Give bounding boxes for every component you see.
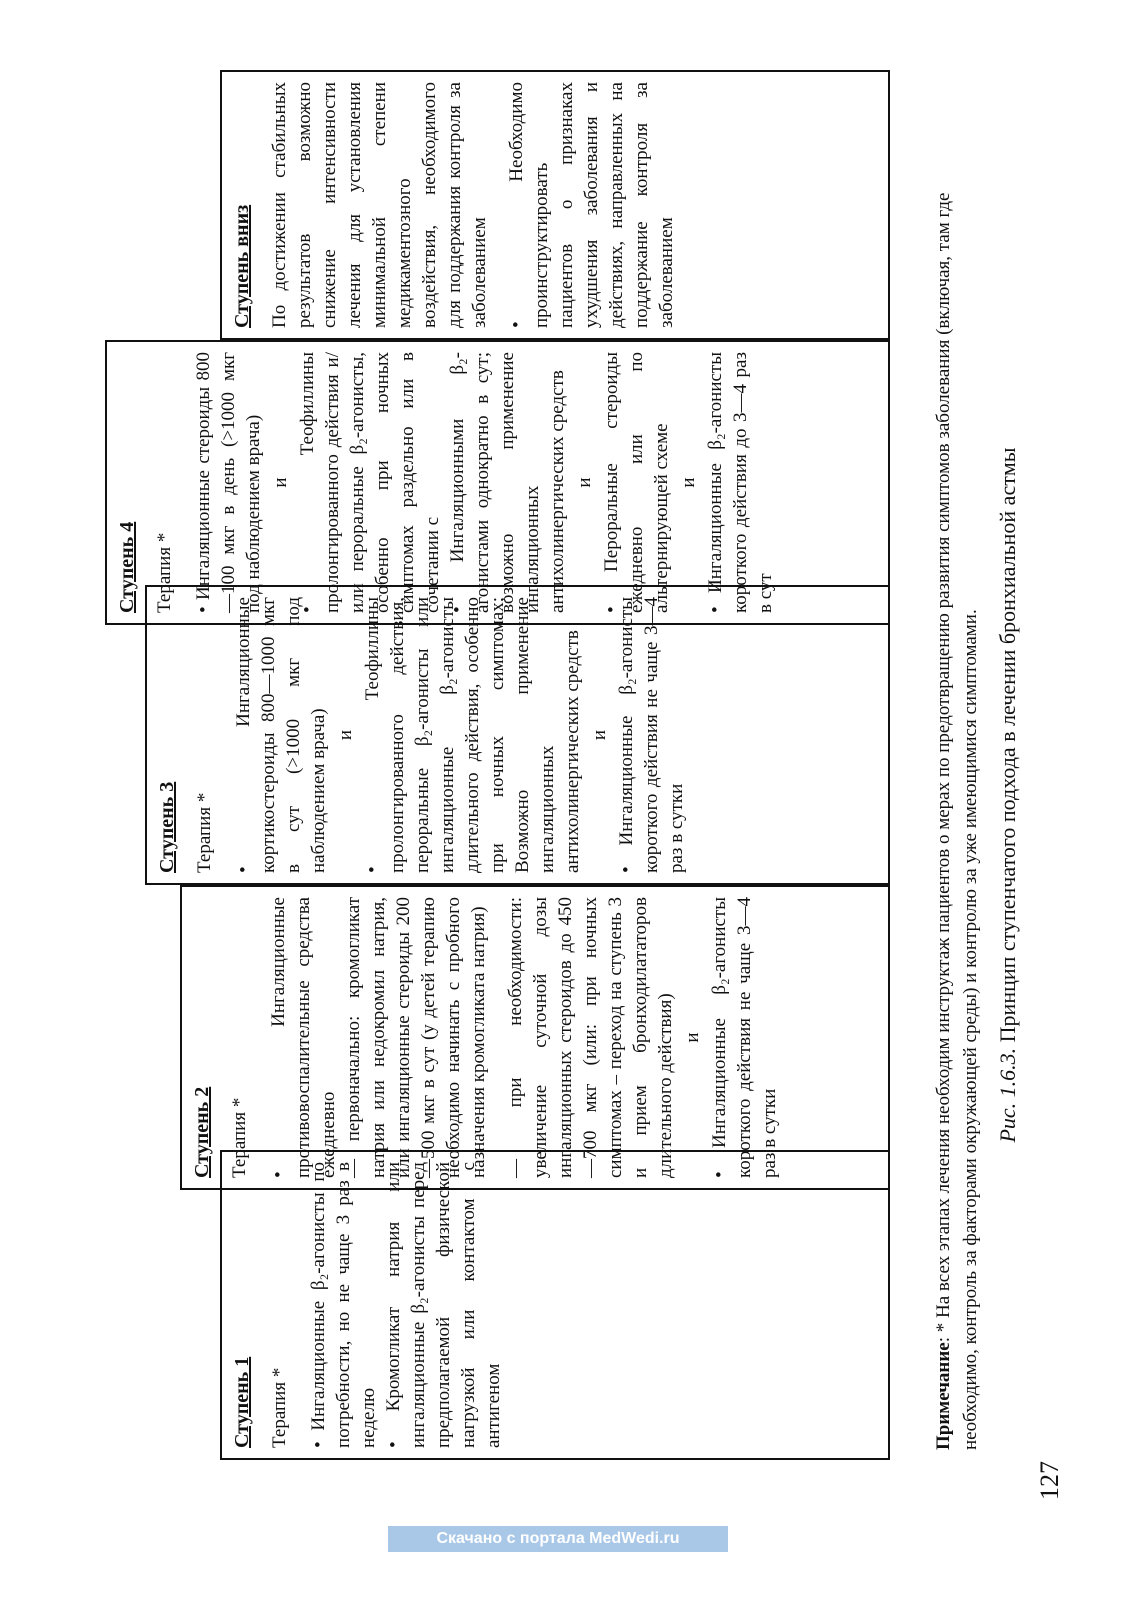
step-3-and: и [335, 729, 356, 741]
step-2-and: и [682, 1032, 703, 1043]
step-2-item: • Ингаляционные β₂-агонисты короткого действия не чаще 3—4 раз в сутки [709, 897, 780, 1178]
step-3-item: • Ингаляционные кортикостероиды 800—1000 мкг в сут (>1000 мкг под наблюдением врача) [233, 597, 329, 873]
step-2-item: • Ингаляционные противовоспалительные средства ежедневно [268, 897, 339, 1178]
step-4-label: Терапия * [154, 532, 175, 613]
step-4-item: • Ингаляционными β₂-агонистами однократно в сут; возможно применение ингаляционных антихолинергических средств [447, 352, 568, 613]
figure-caption [995, 140, 1021, 1450]
step-4-and: и [270, 477, 291, 488]
figure-title: Принцип ступенчатого подхода в лечении бронхиальной астмы [995, 447, 1020, 1048]
step-2-cell [180, 885, 890, 1190]
step-3-and: и [589, 729, 610, 741]
step-4-item: • Пероральные стероиды ежедневно или по альтернирующей схеме [601, 352, 672, 613]
step-3-item: • Теофиллины пролонгированного действия, пероральные β₂-агонисты или ингаляционные β₂-агонисты длительного действия, особенно при ночных симптомах; Возможно применение ингаляционных антихолинергических средств [362, 597, 583, 873]
step-2-label: Терапия * [229, 1097, 250, 1178]
step-1-title: Ступень 1 [231, 1356, 253, 1448]
footnote-label: Примечание [933, 1342, 954, 1450]
step-1-item: • Ингаляционные β₂-агонисты по потребности, но не чаще 3 раз в неделю [308, 1162, 379, 1448]
step-3-title: Ступень 3 [156, 781, 178, 873]
figure-number: Рис. 1.6.3. [995, 1047, 1020, 1143]
step-4-and: и [574, 477, 595, 488]
step-4-item: • Ингаляционные стероиды 800—100 мкг в день (>1000 мкг под наблюдением врача) [193, 352, 264, 613]
step-2-item: — первоначально: кромогликат натрия или недокромил натрия, или ингаляционные стероиды 200—500 мкг в сут (у детей терапию необходимо начинать с пробного назначения кромогликата натрия) [343, 897, 489, 1178]
footnote [930, 140, 984, 1450]
step-down-cell [220, 70, 890, 340]
step-2-title: Ступень 2 [191, 1086, 213, 1178]
step-4-cell [105, 340, 890, 625]
step-4-item: • Ингаляционные β₂-агонисты короткого действия до 3—4 раз в сут [705, 352, 776, 613]
step-3-cell [145, 585, 890, 885]
step-down-title: Ступень вниз [231, 204, 253, 328]
step-3-label: Терапия * [194, 792, 215, 873]
step-4-title: Ступень 4 [116, 521, 138, 613]
step-down-item: • Необходимо проинструктировать пациентов о признаках ухудшения заболевания и действиях, направленных на поддержание контроля за заболеванием [506, 82, 677, 328]
step-1-label: Терапия * [269, 1367, 290, 1448]
page-number: 127 [1035, 1461, 1064, 1500]
step-down-item: По достижении стабильных результатов возможно снижение интенсивности лечения для установления минимальной степени медикаментозного воздействия, необходимого для поддержания контроля за заболеванием [269, 82, 490, 328]
step-4-and: и [678, 477, 699, 488]
watermark-banner: Скачано с портала MedWedi.ru [388, 1526, 728, 1552]
step-3-item: • Ингаляционные β₂-агонисты короткого действия не чаще 3—4 раз в сутки [616, 597, 687, 873]
step-1-item: • Кромогликат натрия или ингаляционные β₂-агонисты перед предполагаемой физической нагрузкой или контактом с антигеном [383, 1162, 504, 1448]
footnote-text: : * На всех этапах лечения необходим инструктаж пациентов о мерах по предотвращению развития симптомов заболевания (включая, там где необходимо, контроль за факторами окружающей среды) и контролю за уже имеющимися симптомами. [933, 192, 981, 1450]
step-2-item: — при необходимости: увеличение суточной дозы ингаляционных стероидов до 450—700 мкг (или: при ночных симптомах – переход на ступень 3 и прием бронходилататоров длительного действия) [505, 897, 676, 1178]
step-1-cell [220, 1150, 890, 1460]
step-4-item: • Теофиллины пролонгированного действия и/или пероральные β₂-агонисты, особенно при ночных симптомах раздельно или в сочетании с [297, 352, 443, 613]
